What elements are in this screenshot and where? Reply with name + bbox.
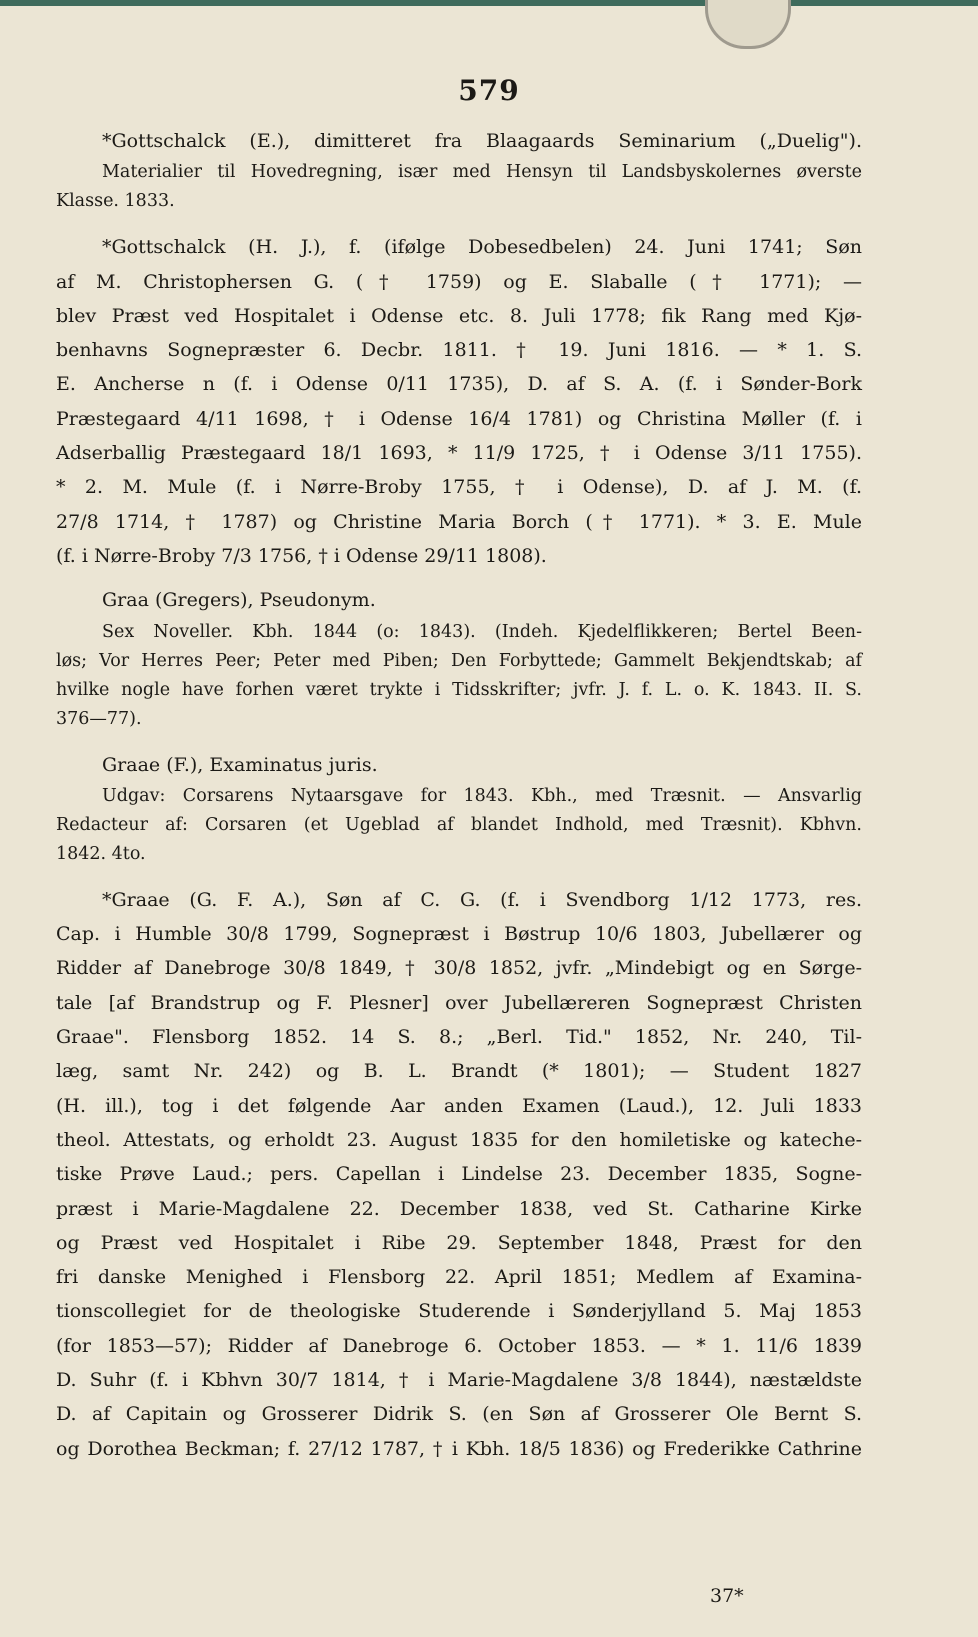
- entry-line: og Præst ved Hospitalet i Ribe 29. September 1848, Præst for den: [56, 1231, 862, 1254]
- page-number: 579: [458, 74, 520, 107]
- entry-line: Redacteur af: Corsaren (et Ugeblad af blandet Indhold, med Træsnit). Kbhvn.: [56, 814, 862, 835]
- entry-line: D. af Capitain og Grosserer Didrik S. (en Søn af Grosserer Ole Bernt S.: [56, 1403, 862, 1426]
- entry-line: (f. i Nørre-Broby 7/3 1756, † i Odense 29/11 1808).: [56, 544, 547, 567]
- entry-line: Klasse. 1833.: [56, 191, 175, 212]
- entry-gottschalck-hj: [56, 230, 862, 573]
- entry-line: tionscollegiet for de theologiske Studerende i Sønderjylland 5. Maj 1853: [56, 1300, 862, 1323]
- entry-line: Sex Noveller. Kbh. 1844 (o: 1843). (Indeh. Kjedelflikkeren; Bertel Been-: [102, 621, 862, 642]
- entry-heading: Graae (F.), Examinatus juris.: [102, 753, 378, 776]
- entry-heading: Graa (Gregers), Pseudonym.: [102, 589, 376, 612]
- entry-line: * 2. M. Mule (f. i Nørre-Broby 1755, † i Odense), D. af J. M. (f.: [56, 476, 862, 499]
- entry-line: 376—77).: [56, 708, 142, 729]
- signature-mark: 37*: [710, 1585, 744, 1607]
- entry-line: læg, samt Nr. 242) og B. L. Brandt (* 1801); — Student 1827: [56, 1060, 862, 1083]
- page-text: [56, 124, 862, 1466]
- entry-line: løs; Vor Herres Peer; Peter med Piben; Den Forbyttede; Gammelt Bekjendtskab; af: [56, 650, 862, 671]
- entry-line: blev Præst ved Hospitalet i Odense etc. 8. Juli 1778; fik Rang med Kjø-: [56, 304, 862, 327]
- entry-heading: *Graae (G. F. A.), Søn af C. G. (f. i Svendborg 1/12 1773, res.: [102, 888, 862, 911]
- entry-graae-gfa: [56, 883, 862, 1466]
- entry-line: Adserballig Præstegaard 18/1 1693, * 11/9 1725, † i Odense 3/11 1755).: [56, 442, 862, 465]
- entry-line: Cap. i Humble 30/8 1799, Sognepræst i Bøstrup 10/6 1803, Jubellærer og: [56, 923, 862, 946]
- entry-line: (for 1853—57); Ridder af Danebroge 6. October 1853. — * 1. 11/6 1839: [56, 1334, 862, 1357]
- entry-line: præst i Marie-Magdalene 22. December 1838, ved St. Catharine Kirke: [56, 1197, 862, 1220]
- entry-line: 1842. 4to.: [56, 843, 146, 864]
- entry-gottschalck-e: [56, 124, 862, 216]
- entry-line: Præstegaard 4/11 1698, † i Odense 16/4 1781) og Christina Møller (f. i: [56, 407, 862, 430]
- thumb-mark: [705, 0, 791, 49]
- entry-line: tale [af Brandstrup og F. Plesner] over Jubellæreren Sognepræst Christen: [56, 991, 862, 1014]
- entry-line: 27/8 1714, † 1787) og Christine Maria Borch († 1771). * 3. E. Mule: [56, 510, 862, 533]
- entry-line: Graae". Flensborg 1852. 14 S. 8.; „Berl. Tid." 1852, Nr. 240, Til-: [56, 1026, 862, 1049]
- entry-heading: *Gottschalck (H. J.), f. (ifølge Dobesedbelen) 24. Juni 1741; Søn: [102, 236, 862, 259]
- entry-line: Ridder af Danebroge 30/8 1849, † 30/8 1852, jvfr. „Mindebigt og en Sørge-: [56, 957, 862, 980]
- entry-line: Udgav: Corsarens Nytaarsgave for 1843. Kbh., med Træsnit. — Ansvarlig: [102, 785, 862, 806]
- entry-line: theol. Attestats, og erholdt 23. August 1835 for den homiletiske og kateche-: [56, 1128, 862, 1151]
- entry-line: og Dorothea Beckman; f. 27/12 1787, † i Kbh. 18/5 1836) og Frederikke Cathrine: [56, 1437, 862, 1460]
- entry-line: af M. Christophersen G. († 1759) og E. Slaballe († 1771); —: [56, 270, 862, 293]
- page-top-edge: [0, 0, 978, 6]
- entry-heading: *Gottschalck (E.), dimitteret fra Blaagaards Seminarium („Duelig").: [102, 130, 862, 152]
- entry-line: E. Ancherse n (f. i Odense 0/11 1735), D. af S. A. (f. i Sønder-Bork: [56, 373, 862, 396]
- entry-line: D. Suhr (f. i Kbhvn 30/7 1814, † i Marie-Magdalene 3/8 1844), næstældste: [56, 1369, 862, 1392]
- entry-graa-gregers: [56, 583, 862, 733]
- entry-graae-f: [56, 748, 862, 869]
- entry-line: fri danske Menighed i Flensborg 22. April 1851; Medlem af Examina-: [56, 1266, 862, 1289]
- entry-line: (H. ill.), tog i det følgende Aar anden Examen (Laud.), 12. Juli 1833: [56, 1094, 862, 1117]
- entry-line: tiske Prøve Laud.; pers. Capellan i Lindelse 23. December 1835, Sogne-: [56, 1163, 862, 1186]
- entry-line: hvilke nogle have forhen været trykte i Tidsskrifter; jvfr. J. f. L. o. K. 1843. II. S.: [56, 679, 862, 700]
- entry-line: benhavns Sognepræster 6. Decbr. 1811. † 19. Juni 1816. — * 1. S.: [56, 339, 862, 362]
- entry-line: Materialier til Hovedregning, især med Hensyn til Landsbyskolernes øverste: [102, 162, 862, 183]
